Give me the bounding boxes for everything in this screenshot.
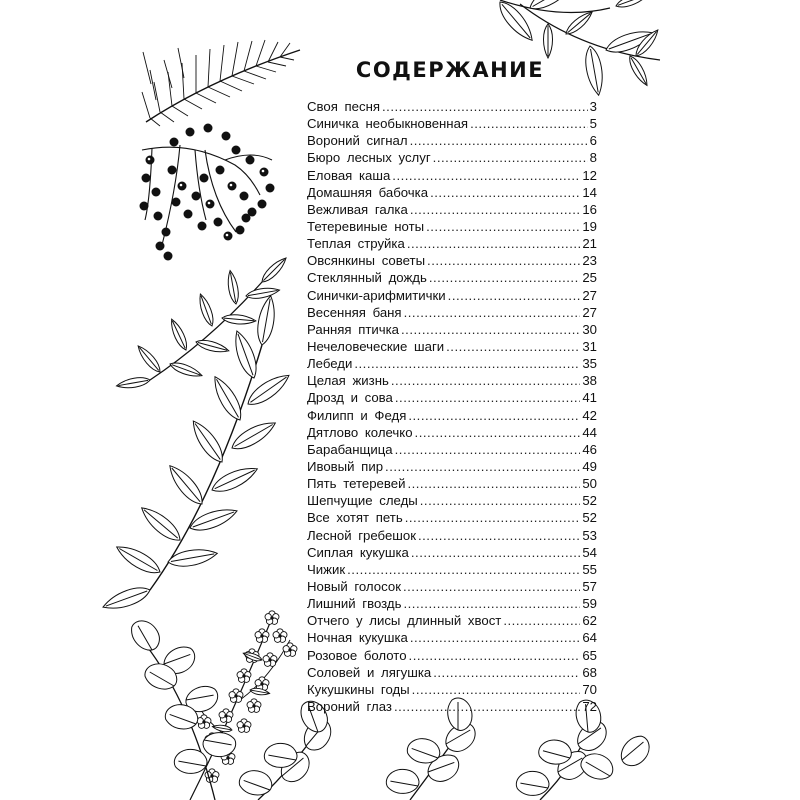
toc-dot-leader bbox=[418, 527, 580, 544]
toc-page-number: 52 bbox=[582, 493, 597, 509]
page-title: СОДЕРЖАНИЕ bbox=[355, 58, 545, 82]
toc-entry-title: Стеклянный дождь bbox=[307, 270, 427, 286]
toc-entry-title: Нечеловеческие шаги bbox=[307, 338, 445, 354]
table-of-contents bbox=[307, 98, 597, 715]
toc-entry bbox=[307, 389, 597, 406]
toc-dot-leader bbox=[407, 235, 581, 252]
toc-page-number: 57 bbox=[582, 578, 597, 594]
toc-dot-leader bbox=[394, 698, 580, 715]
toc-entry-title: Своя песня bbox=[307, 99, 381, 114]
toc-dot-leader bbox=[347, 561, 580, 578]
toc-entry bbox=[307, 304, 597, 321]
toc-dot-leader bbox=[503, 612, 580, 629]
toc-entry bbox=[307, 458, 597, 475]
toc-entry bbox=[307, 235, 597, 252]
toc-entry bbox=[307, 698, 597, 715]
toc-entry-title: Барабанщица bbox=[307, 441, 393, 457]
toc-entry-title: Новый голосок bbox=[307, 578, 401, 594]
toc-entry-title: Лебеди bbox=[307, 356, 353, 372]
toc-dot-leader bbox=[395, 389, 580, 406]
toc-dot-leader bbox=[446, 338, 580, 355]
toc-dot-leader bbox=[433, 149, 588, 166]
toc-dot-leader bbox=[401, 321, 580, 338]
toc-page-number: 19 bbox=[582, 218, 597, 234]
toc-entry bbox=[307, 629, 597, 646]
toc-entry bbox=[307, 355, 597, 372]
toc-page-number: 35 bbox=[582, 356, 597, 372]
toc-page-number: 65 bbox=[582, 647, 597, 663]
toc-dot-leader bbox=[433, 664, 580, 681]
toc-entry-title: Синичка необыкновенная bbox=[307, 116, 469, 132]
toc-page-number: 53 bbox=[582, 527, 597, 543]
toc-entry bbox=[307, 595, 597, 612]
toc-entry bbox=[307, 98, 597, 115]
toc-page-number: 44 bbox=[582, 424, 597, 440]
toc-dot-leader bbox=[407, 475, 580, 492]
toc-entry-title: Целая жизнь bbox=[307, 373, 389, 389]
toc-page-number: 14 bbox=[582, 184, 597, 200]
fern-frond-icon bbox=[142, 40, 300, 126]
toc-entry-title: Ивовый пир bbox=[307, 458, 384, 474]
toc-page-number: 55 bbox=[582, 561, 597, 577]
toc-page-number: 27 bbox=[582, 287, 597, 303]
toc-entry-title: Вежливая галка bbox=[307, 201, 408, 217]
toc-page-number: 59 bbox=[582, 596, 597, 612]
berry-branch-icon bbox=[140, 124, 275, 261]
toc-dot-leader bbox=[415, 424, 581, 441]
toc-entry-title: Ранняя птичка bbox=[307, 321, 400, 337]
toc-dot-leader bbox=[410, 201, 581, 218]
toc-entry-title: Все хотят петь bbox=[307, 510, 403, 526]
toc-entry bbox=[307, 321, 597, 338]
toc-entry bbox=[307, 664, 597, 681]
toc-entry-title: Кукушкины годы bbox=[307, 681, 410, 697]
toc-entry bbox=[307, 269, 597, 286]
toc-dot-leader bbox=[405, 509, 581, 526]
toc-entry-title: Вороний сигнал bbox=[307, 133, 408, 149]
toc-entry bbox=[307, 475, 597, 492]
toc-entry bbox=[307, 252, 597, 269]
toc-page-number: 21 bbox=[582, 236, 597, 252]
toc-entry-title: Ночная кукушка bbox=[307, 630, 408, 646]
toc-entry-title: Чижик bbox=[307, 561, 346, 577]
toc-dot-leader bbox=[408, 407, 580, 424]
toc-dot-leader bbox=[448, 287, 581, 304]
toc-entry bbox=[307, 167, 597, 184]
toc-entry bbox=[307, 201, 597, 218]
toc-page-number: 23 bbox=[582, 253, 597, 269]
toc-page-number: 64 bbox=[582, 630, 597, 646]
toc-dot-leader bbox=[403, 578, 580, 595]
toc-dot-leader bbox=[429, 269, 580, 286]
toc-dot-leader bbox=[410, 629, 580, 646]
toc-page-number: 72 bbox=[582, 698, 597, 714]
toc-entry-title: Шепчущие следы bbox=[307, 493, 418, 509]
toc-page-number: 52 bbox=[582, 510, 597, 526]
toc-dot-leader bbox=[354, 355, 580, 372]
toc-page-number: 25 bbox=[582, 270, 597, 286]
toc-entry-title: Пять тетеревей bbox=[307, 476, 406, 492]
toc-entry-title: Лишний гвоздь bbox=[307, 596, 402, 612]
toc-entry bbox=[307, 287, 597, 304]
toc-dot-leader bbox=[391, 372, 580, 389]
toc-dot-leader bbox=[395, 441, 581, 458]
toc-dot-leader bbox=[403, 595, 580, 612]
toc-entry bbox=[307, 184, 597, 201]
toc-entry-title: Дятлово колечко bbox=[307, 424, 413, 440]
toc-entry-title: Теплая струйка bbox=[307, 236, 405, 252]
toc-entry bbox=[307, 681, 597, 698]
toc-entry-title: Синички-арифмитички bbox=[307, 287, 446, 303]
toc-page-number: 38 bbox=[582, 373, 597, 389]
toc-entry bbox=[307, 372, 597, 389]
toc-page-number: 46 bbox=[582, 441, 597, 457]
toc-dot-leader bbox=[411, 544, 580, 561]
toc-dot-leader bbox=[430, 184, 580, 201]
toc-entry bbox=[307, 544, 597, 561]
toc-entry-title: Сиплая кукушка bbox=[307, 544, 409, 560]
toc-entry bbox=[307, 407, 597, 424]
toc-dot-leader bbox=[409, 647, 581, 664]
toc-entry-title: Овсянкины советы bbox=[307, 253, 426, 269]
toc-entry bbox=[307, 424, 597, 441]
toc-entry-title: Еловая каша bbox=[307, 167, 391, 183]
toc-page-number: 49 bbox=[582, 458, 597, 474]
toc-dot-leader bbox=[382, 98, 588, 115]
toc-entry-title: Домашняя бабочка bbox=[307, 184, 429, 200]
toc-entry bbox=[307, 647, 597, 664]
toc-page-number: 68 bbox=[582, 664, 597, 680]
toc-page-number: 3 bbox=[589, 99, 597, 114]
toc-entry bbox=[307, 509, 597, 526]
toc-entry bbox=[307, 149, 597, 166]
toc-entry-title: Лесной гребешок bbox=[307, 527, 416, 543]
toc-entry-title: Соловей и лягушка bbox=[307, 664, 432, 680]
corner-vine-icon bbox=[494, 0, 661, 97]
toc-entry bbox=[307, 527, 597, 544]
toc-entry bbox=[307, 441, 597, 458]
toc-entry bbox=[307, 115, 597, 132]
toc-page-number: 70 bbox=[582, 681, 597, 697]
toc-page-number: 6 bbox=[589, 133, 597, 149]
toc-entry bbox=[307, 578, 597, 595]
toc-dot-leader bbox=[392, 167, 580, 184]
toc-page-number: 42 bbox=[582, 407, 597, 423]
toc-entry bbox=[307, 338, 597, 355]
toc-dot-leader bbox=[420, 492, 581, 509]
toc-entry-title: Весенняя баня bbox=[307, 304, 402, 320]
toc-entry bbox=[307, 492, 597, 509]
toc-page-number: 27 bbox=[582, 304, 597, 320]
toc-dot-leader bbox=[385, 458, 580, 475]
toc-page-number: 54 bbox=[582, 544, 597, 560]
toc-entry-title: Бюро лесных услуг bbox=[307, 150, 431, 166]
toc-page-number: 31 bbox=[582, 338, 597, 354]
toc-entry-title: Тетеревиные ноты bbox=[307, 218, 425, 234]
toc-entry-title: Филипп и Федя bbox=[307, 407, 407, 423]
toc-entry-title: Вороний глаз bbox=[307, 698, 392, 714]
toc-dot-leader bbox=[470, 115, 588, 132]
toc-dot-leader bbox=[426, 218, 580, 235]
toc-page-number: 8 bbox=[589, 150, 597, 166]
toc-entry-title: Розовое болото bbox=[307, 647, 407, 663]
toc-page-number: 41 bbox=[582, 390, 597, 406]
toc-entry-title: Отчего у лисы длинный хвост bbox=[307, 613, 502, 629]
toc-page-number: 12 bbox=[582, 167, 597, 183]
toc-page-number: 50 bbox=[582, 476, 597, 492]
toc-page-number: 62 bbox=[582, 613, 597, 629]
toc-page-number: 16 bbox=[582, 201, 597, 217]
toc-entry bbox=[307, 561, 597, 578]
toc-entry bbox=[307, 132, 597, 149]
toc-page-number: 5 bbox=[589, 116, 597, 132]
toc-entry bbox=[307, 612, 597, 629]
toc-entry-title: Дрозд и сова bbox=[307, 390, 393, 406]
toc-dot-leader bbox=[427, 252, 580, 269]
toc-dot-leader bbox=[410, 132, 588, 149]
toc-entry bbox=[307, 218, 597, 235]
toc-dot-leader bbox=[404, 304, 581, 321]
toc-dot-leader bbox=[412, 681, 581, 698]
toc-page-number: 30 bbox=[582, 321, 597, 337]
